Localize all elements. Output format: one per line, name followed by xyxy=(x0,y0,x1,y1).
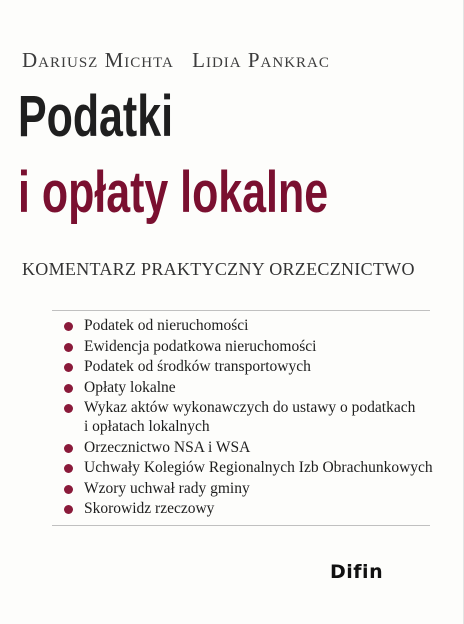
bullet-icon xyxy=(64,485,73,494)
list-item: Ewidencja podatkowa nieruchomości xyxy=(64,337,444,356)
subtitle: KOMENTARZ PRAKTYCZNY ORZECZNICTWO xyxy=(22,259,415,279)
list-item: Wzory uchwał rady gminy xyxy=(64,479,444,498)
author-name: Lidia Pankrac xyxy=(192,48,330,72)
title-line-2: i opłaty lokalne xyxy=(18,160,329,225)
bullet-icon xyxy=(64,384,73,393)
contents-list xyxy=(64,316,444,520)
list-item: Opłaty lokalne xyxy=(64,378,444,397)
publisher-logo: Difin xyxy=(330,561,384,583)
bullet-icon xyxy=(64,464,73,473)
bullet-icon xyxy=(64,404,73,413)
bullet-icon xyxy=(64,363,73,372)
list-item-continuation: i opłatach lokalnych xyxy=(84,418,210,435)
bullet-icon xyxy=(64,343,73,352)
list-item: Wykaz aktów wykonawczych do ustawy o podatkach i opłatach lokalnych xyxy=(64,398,444,436)
bullet-icon xyxy=(64,322,73,331)
title-line-1: Podatki xyxy=(18,84,174,149)
list-item: Skorowidz rzeczowy xyxy=(64,499,444,518)
list-item: Uchwały Kolegiów Regionalnych Izb Obrachunkowych xyxy=(64,458,444,477)
bullet-icon xyxy=(64,444,73,453)
author-name: Dariusz Michta xyxy=(22,48,174,72)
authors xyxy=(22,48,330,73)
divider-bottom xyxy=(52,525,430,526)
list-item: Podatek od środków transportowych xyxy=(64,357,444,376)
divider-top xyxy=(52,310,430,311)
bullet-icon xyxy=(64,505,73,514)
list-item: Podatek od nieruchomości xyxy=(64,316,444,335)
list-item: Orzecznictwo NSA i WSA xyxy=(64,438,444,457)
